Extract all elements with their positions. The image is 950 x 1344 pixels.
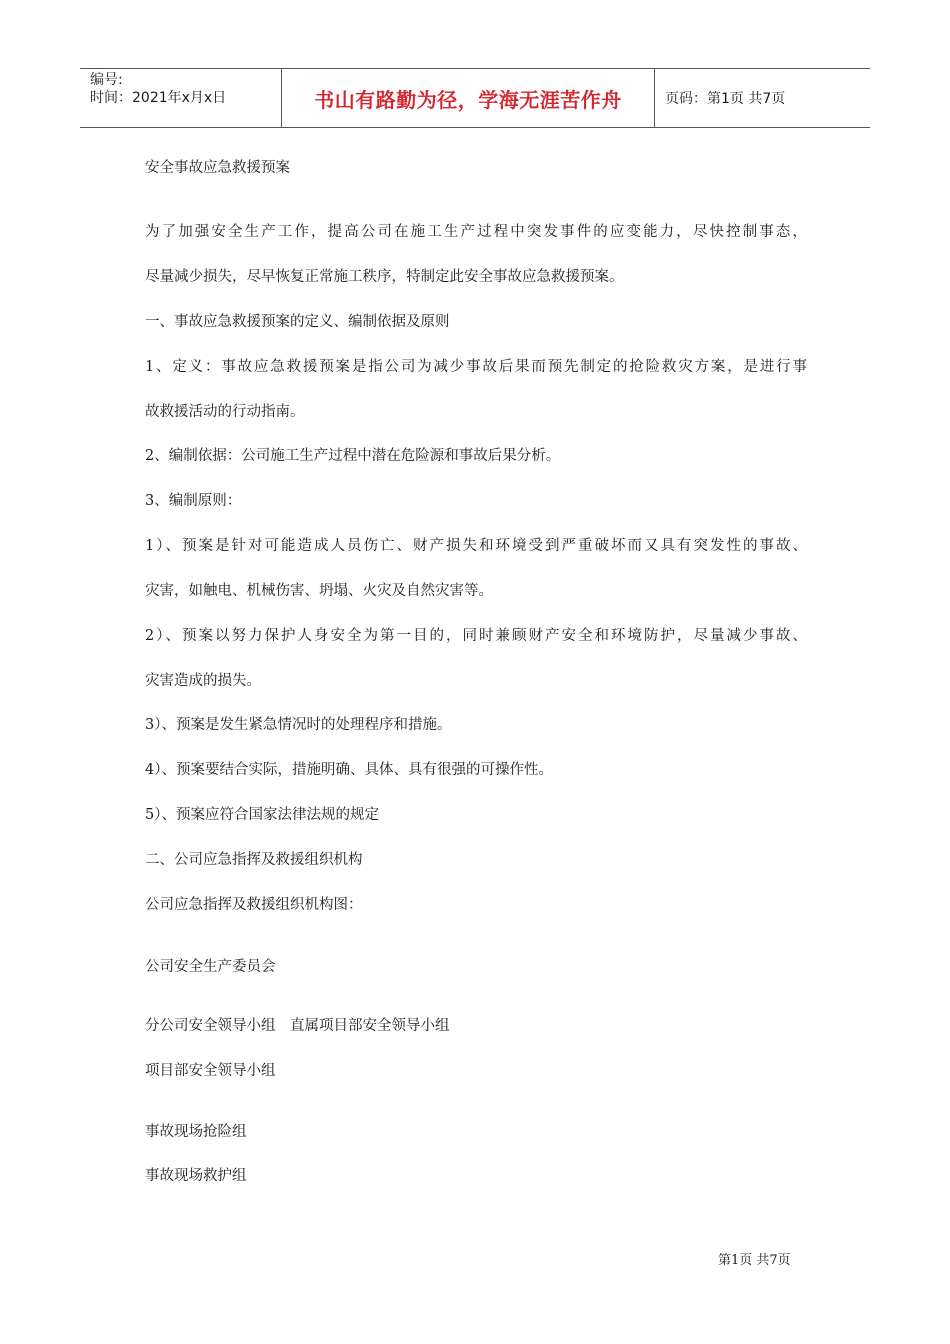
body-paragraph-line: 灾害造成的损失。	[145, 673, 261, 689]
header-page-info: 页码：第1页 共7页	[665, 91, 786, 107]
document-title: 安全事故应急救援预案	[145, 160, 290, 176]
org-chart-node: 事故现场救护组	[145, 1168, 247, 1184]
body-paragraph-line: 5）、预案应符合国家法律法规的规定	[145, 807, 379, 823]
org-chart-node: 项目部安全领导小组	[145, 1063, 276, 1079]
org-chart-node: 分公司安全领导小组 直属项目部安全领导小组	[145, 1018, 450, 1034]
header-motto: 书山有路勤为径，学海无涯苦作舟	[282, 69, 655, 127]
body-paragraph-line: 公司应急指挥及救援组织机构图：	[145, 897, 363, 913]
document-time-label: 时间：2021年x月x日	[90, 90, 227, 106]
body-paragraph-line: 3）、预案是发生紧急情况时的处理程序和措施。	[145, 717, 452, 733]
section-heading: 二、公司应急指挥及救援组织机构	[145, 852, 363, 868]
body-paragraph-line: 2）、预案以努力保护人身安全为第一目的，同时兼顾财产安全和环境防护，尽量减少事故、	[145, 628, 807, 644]
page-footer: 第1页 共7页	[718, 1253, 791, 1268]
org-chart-node: 事故现场抢险组	[145, 1124, 247, 1140]
document-number-label: 编号:	[90, 72, 123, 88]
body-paragraph-line: 为了加强安全生产工作，提高公司在施工生产过程中突发事件的应变能力，尽快控制事态，	[145, 224, 807, 240]
body-paragraph-line: 2、编制依据：公司施工生产过程中潜在危险源和事故后果分析。	[145, 448, 561, 464]
section-heading: 一、事故应急救援预案的定义、编制依据及原则	[145, 314, 450, 330]
body-paragraph-line: 4）、预案要结合实际，措施明确、具体、具有很强的可操作性。	[145, 762, 553, 778]
body-paragraph-line: 1、定义：事故应急救援预案是指公司为减少事故后果而预先制定的抢险救灾方案，是进行事	[145, 359, 807, 375]
page-header	[80, 68, 870, 128]
org-chart-node: 公司安全生产委员会	[145, 959, 276, 975]
body-paragraph-line: 1）、预案是针对可能造成人员伤亡、财产损失和环境受到严重破坏而又具有突发性的事故、	[145, 538, 807, 554]
body-paragraph-line: 灾害，如触电、机械伤害、坍塌、火灾及自然灾害等。	[145, 583, 493, 599]
body-paragraph-line: 故救援活动的行动指南。	[145, 404, 305, 420]
body-paragraph-line: 尽量减少损失，尽早恢复正常施工秩序，特制定此安全事故应急救援预案。	[145, 269, 624, 285]
body-paragraph-line: 3、编制原则：	[145, 493, 242, 509]
header-meta	[80, 69, 282, 127]
